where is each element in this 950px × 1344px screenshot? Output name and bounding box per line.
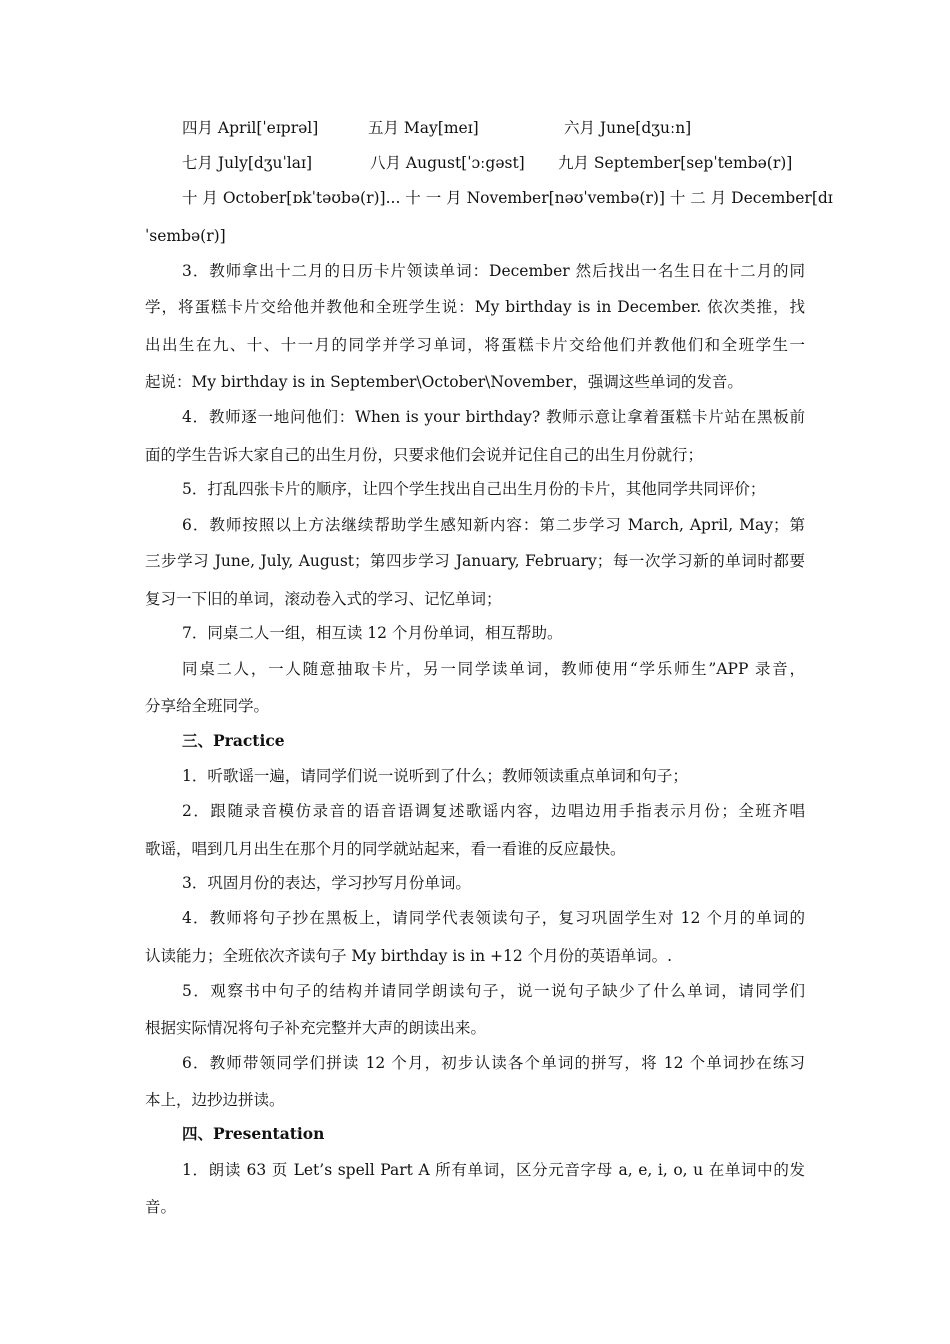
section-heading-presentation: 四、Presentation: [182, 1124, 325, 1143]
text-line: 歌谣，唱到几月出生在那个月的同学就站起来，看一看谁的反应最快。: [145, 840, 626, 858]
text-line: 7．同桌二人一组，相互读 12 个月份单词，相互帮助。: [182, 624, 563, 642]
text-line: 1．朗读 63 页 Let’s spell Part A 所有单词，区分元音字母 a, e, i, o, u 在单词中的发: [182, 1161, 805, 1179]
text-line: 1．听歌谣一遍，请同学们说一说听到了什么；教师领读重点单词和句子；: [182, 767, 688, 785]
text-line: 2．跟随录音模仿录音的语音语调复述歌谣内容，边唱边用手指表示月份；全班齐唱: [182, 802, 805, 820]
text-line: 5．打乱四张卡片的顺序，让四个学生找出自己出生月份的卡片，其他同学共同评价；: [182, 480, 766, 498]
text-line: 本上，边抄边拼读。: [145, 1091, 285, 1109]
text-line: 十 月 October[ɒkˈtəʊbə(r)]... 十 一 月 November[nəʊˈvembə(r)] 十 二 月 December[dɪ: [182, 189, 833, 207]
month-august: 八月 August[ˈɔːgəst]: [370, 154, 525, 172]
text-line: 6．教师带领同学们拼读 12 个月，初步认读各个单词的拼写，将 12 个单词抄在练习: [182, 1054, 805, 1072]
text-line: 音。: [145, 1198, 177, 1216]
month-july: 七月 July[dʒuˈlaɪ]: [182, 154, 313, 172]
text-line: ˈsembə(r)]: [145, 227, 226, 245]
month-april: 四月 April[ˈeɪprəl]: [182, 119, 319, 137]
text-line: 学，将蛋糕卡片交给他并教他和全班学生说：My birthday is in December. 依次类推，找: [145, 298, 805, 316]
text-line: 起说：My birthday is in September\October\November，强调这些单词的发音。: [145, 373, 743, 391]
text-line: 根据实际情况将句子补充完整并大声的朗读出来。: [145, 1019, 487, 1037]
text-line: 4．教师逐一地问他们：When is your birthday? 教师示意让拿着蛋糕卡片站在黑板前: [182, 408, 805, 426]
text-line: 分享给全班同学。: [145, 697, 270, 715]
text-line: 6．教师按照以上方法继续帮助学生感知新内容：第二步学习 March, April, May；第: [182, 516, 805, 534]
month-june: 六月 June[dʒuːn]: [564, 119, 692, 137]
text-line: 3．教师拿出十二月的日历卡片领读单词：December 然后找出一名生日在十二月的同: [182, 262, 805, 280]
section-heading-practice: 三、Practice: [182, 731, 285, 750]
text-line: 5．观察书中句子的结构并请同学朗读句子，说一说句子缺少了什么单词，请同学们: [182, 982, 805, 1000]
text-line: 4．教师将句子抄在黑板上，请同学代表领读句子，复习巩固学生对 12 个月的单词的: [182, 909, 805, 927]
month-september: 九月 September[sepˈtembə(r)]: [558, 154, 793, 172]
text-line: 认读能力；全班依次齐读句子 My birthday is in +12 个月份的英语单词。.: [145, 947, 673, 965]
month-may: 五月 May[meɪ]: [368, 119, 479, 137]
text-line: 同桌二人，一人随意抽取卡片，另一同学读单词，教师使用“学乐师生”APP 录音，: [182, 660, 805, 678]
text-line: 面的学生告诉大家自己的出生月份，只要求他们会说并记住自己的出生月份就行；: [145, 446, 704, 464]
text-line: 3．巩固月份的表达，学习抄写月份单词。: [182, 874, 471, 892]
text-line: 复习一下旧的单词，滚动卷入式的学习、记忆单词；: [145, 590, 502, 608]
text-line: 出出生在九、十、十一月的同学并学习单词，将蛋糕卡片交给他们并教他们和全班学生一: [145, 336, 805, 354]
text-line: 三步学习 June, July, August；第四步学习 January, February；每一次学习新的单词时都要: [145, 552, 805, 570]
